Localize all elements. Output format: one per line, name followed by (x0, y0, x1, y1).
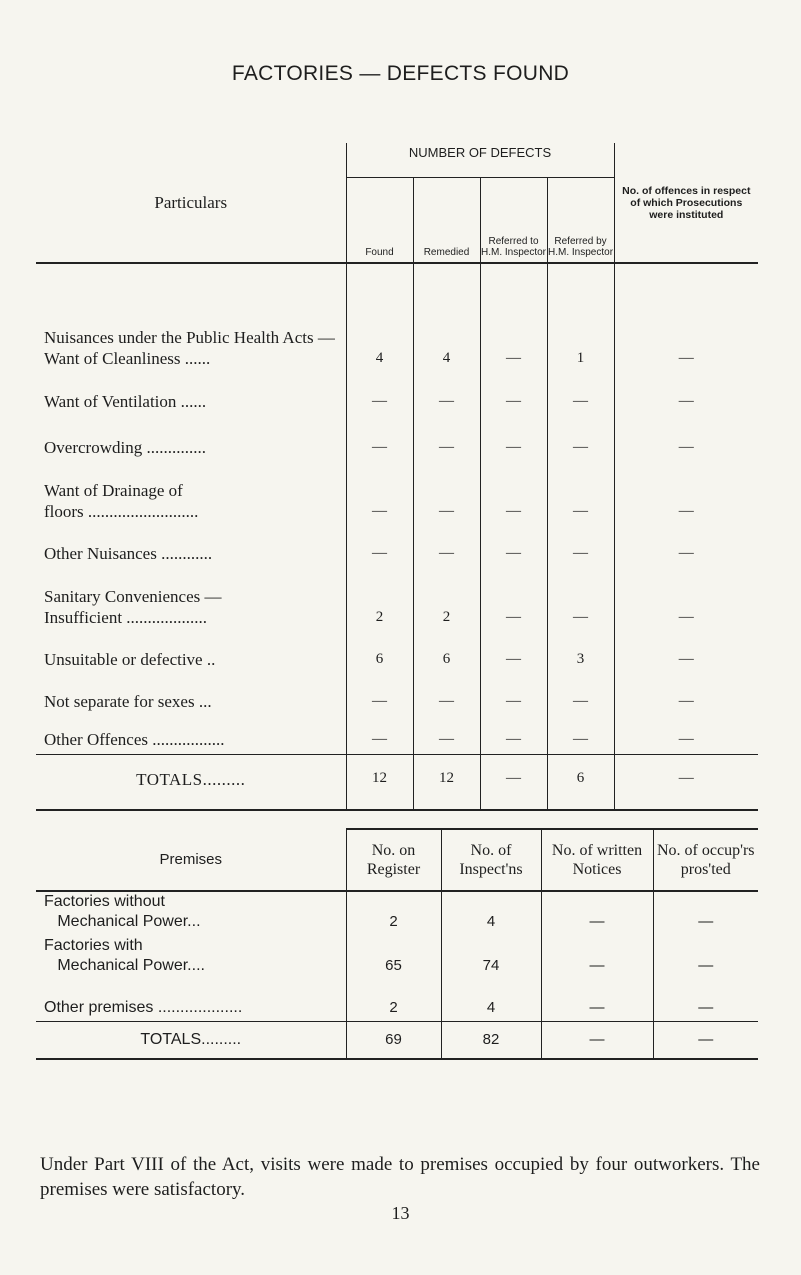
table-row (36, 373, 758, 416)
row-label: Factories without Mechanical Power... (36, 891, 346, 935)
table-row (36, 526, 758, 568)
inspections-value: 4 (441, 891, 541, 935)
on-register-total: 69 (346, 1021, 441, 1059)
referred-by-value: — (547, 568, 614, 632)
remedied-header: Remedied (413, 178, 480, 264)
table-row (36, 674, 758, 716)
totals-label: TOTALS......... (36, 1021, 346, 1059)
referred-by-value: — (547, 416, 614, 462)
row-label: Factories with Mechanical Power.... (36, 935, 346, 979)
row-label: Not separate for sexes ... (36, 674, 346, 716)
offences-value: — (678, 730, 694, 747)
prosecuted-total: — (653, 1021, 758, 1059)
written-notices-value: — (541, 935, 653, 979)
offences-value: — (678, 609, 694, 625)
referred-by-value: — (547, 373, 614, 416)
referred-by-value: — (547, 716, 614, 754)
referred-by-total: 6 (547, 754, 614, 810)
written-notices-value: — (541, 891, 653, 935)
referred-by-value: — (547, 526, 614, 568)
found-value: — (346, 716, 413, 754)
referred-by-value: — (547, 674, 614, 716)
on-register-value: 2 (346, 979, 441, 1021)
row-label: Want of Ventilation ...... (36, 373, 346, 416)
inspections-value: 4 (441, 979, 541, 1021)
table-row (36, 632, 758, 674)
premises-header: Premises (36, 829, 346, 891)
referred-to-value: — (480, 263, 547, 373)
offences-value: — (678, 503, 694, 519)
prosecuted-value: — (698, 913, 714, 930)
referred-by-header: Referred by H.M. Inspector (547, 178, 614, 264)
inspections-value: 74 (441, 935, 541, 979)
remedied-value: 2 (413, 568, 480, 632)
defects-table (36, 143, 758, 811)
found-value: — (346, 674, 413, 716)
offences-value: — (678, 545, 694, 561)
offences-value: — (678, 439, 694, 455)
row-label: Sanitary Conveniences — Insufficient ................... (36, 568, 346, 632)
referred-by-value: 3 (547, 632, 614, 674)
written-notices-header: No. of written Notices (541, 829, 653, 891)
row-label: Want of Drainage of floors .......................... (36, 462, 346, 526)
table-row (36, 935, 758, 979)
totals-row (36, 1021, 758, 1059)
referred-to-value: — (480, 526, 547, 568)
referred-to-value: — (480, 373, 547, 416)
referred-to-total: — (480, 754, 547, 810)
particulars-header: Particulars (36, 143, 346, 263)
number-of-defects-header: NUMBER OF DEFECTS (346, 143, 614, 178)
prosecuted-header: No. of occup'rs pros'ted (653, 829, 758, 891)
inspections-total: 82 (441, 1021, 541, 1059)
offences-value: — (678, 693, 694, 709)
referred-to-value: — (480, 674, 547, 716)
found-total: 12 (346, 754, 413, 810)
table-row (36, 979, 758, 1021)
remedied-value: — (413, 462, 480, 526)
referred-by-value: — (547, 462, 614, 526)
row-label: Other premises ................... (36, 979, 346, 1021)
remedied-value: — (413, 373, 480, 416)
remedied-value: — (413, 416, 480, 462)
offences-value: — (678, 393, 694, 409)
referred-by-value: 1 (547, 263, 614, 373)
row-label: Other Offences ................. (36, 716, 346, 754)
found-value: — (346, 416, 413, 462)
written-notices-total: — (541, 1021, 653, 1059)
row-label: Other Nuisances ............ (36, 526, 346, 568)
referred-to-value: — (480, 632, 547, 674)
remedied-value: 4 (413, 263, 480, 373)
on-register-header: No. on Register (346, 829, 441, 891)
found-header: Found (346, 178, 413, 264)
on-register-value: 2 (346, 891, 441, 935)
prosecuted-value: — (698, 998, 714, 1016)
found-value: — (346, 526, 413, 568)
remedied-value: — (413, 526, 480, 568)
offences-header: No. of offences in respect of which Prosecutions were instituted (614, 143, 758, 263)
referred-to-header: Referred to H.M. Inspector (480, 178, 547, 264)
found-value: 4 (346, 263, 413, 373)
found-value: — (346, 373, 413, 416)
remedied-value: — (413, 716, 480, 754)
row-label: Nuisances under the Public Health Acts — Want of Cleanliness ...... (36, 263, 346, 373)
referred-to-value: — (480, 716, 547, 754)
table-row (36, 263, 758, 373)
on-register-value: 65 (346, 935, 441, 979)
written-notices-value: — (541, 979, 653, 1021)
table-row (36, 568, 758, 632)
offences-total: — (614, 754, 758, 810)
prosecuted-value: — (698, 957, 714, 974)
referred-to-value: — (480, 462, 547, 526)
referred-to-value: — (480, 568, 547, 632)
found-value: 2 (346, 568, 413, 632)
referred-to-value: — (480, 416, 547, 462)
totals-row (36, 754, 758, 810)
page-number: 13 (391, 1203, 410, 1223)
inspections-header: No. of Inspect'ns (441, 829, 541, 891)
offences-value: — (678, 350, 694, 366)
remedied-total: 12 (413, 754, 480, 810)
table-row (36, 416, 758, 462)
remedied-value: 6 (413, 632, 480, 674)
table-row (36, 462, 758, 526)
found-value: — (346, 462, 413, 526)
table-row (36, 716, 758, 754)
row-label: Overcrowding .............. (36, 416, 346, 462)
totals-label: TOTALS......... (36, 754, 346, 810)
page-title: FACTORIES — DEFECTS FOUND (231, 62, 570, 85)
offences-value: — (678, 651, 694, 667)
found-value: 6 (346, 632, 413, 674)
premises-table (36, 828, 758, 1060)
remedied-value: — (413, 674, 480, 716)
table-row (36, 891, 758, 935)
row-label: Unsuitable or defective .. (36, 632, 346, 674)
footnote: Under Part VIII of the Act, visits were made to premises occupied by four outworkers. The premises were satisfactory. (40, 1154, 760, 1200)
